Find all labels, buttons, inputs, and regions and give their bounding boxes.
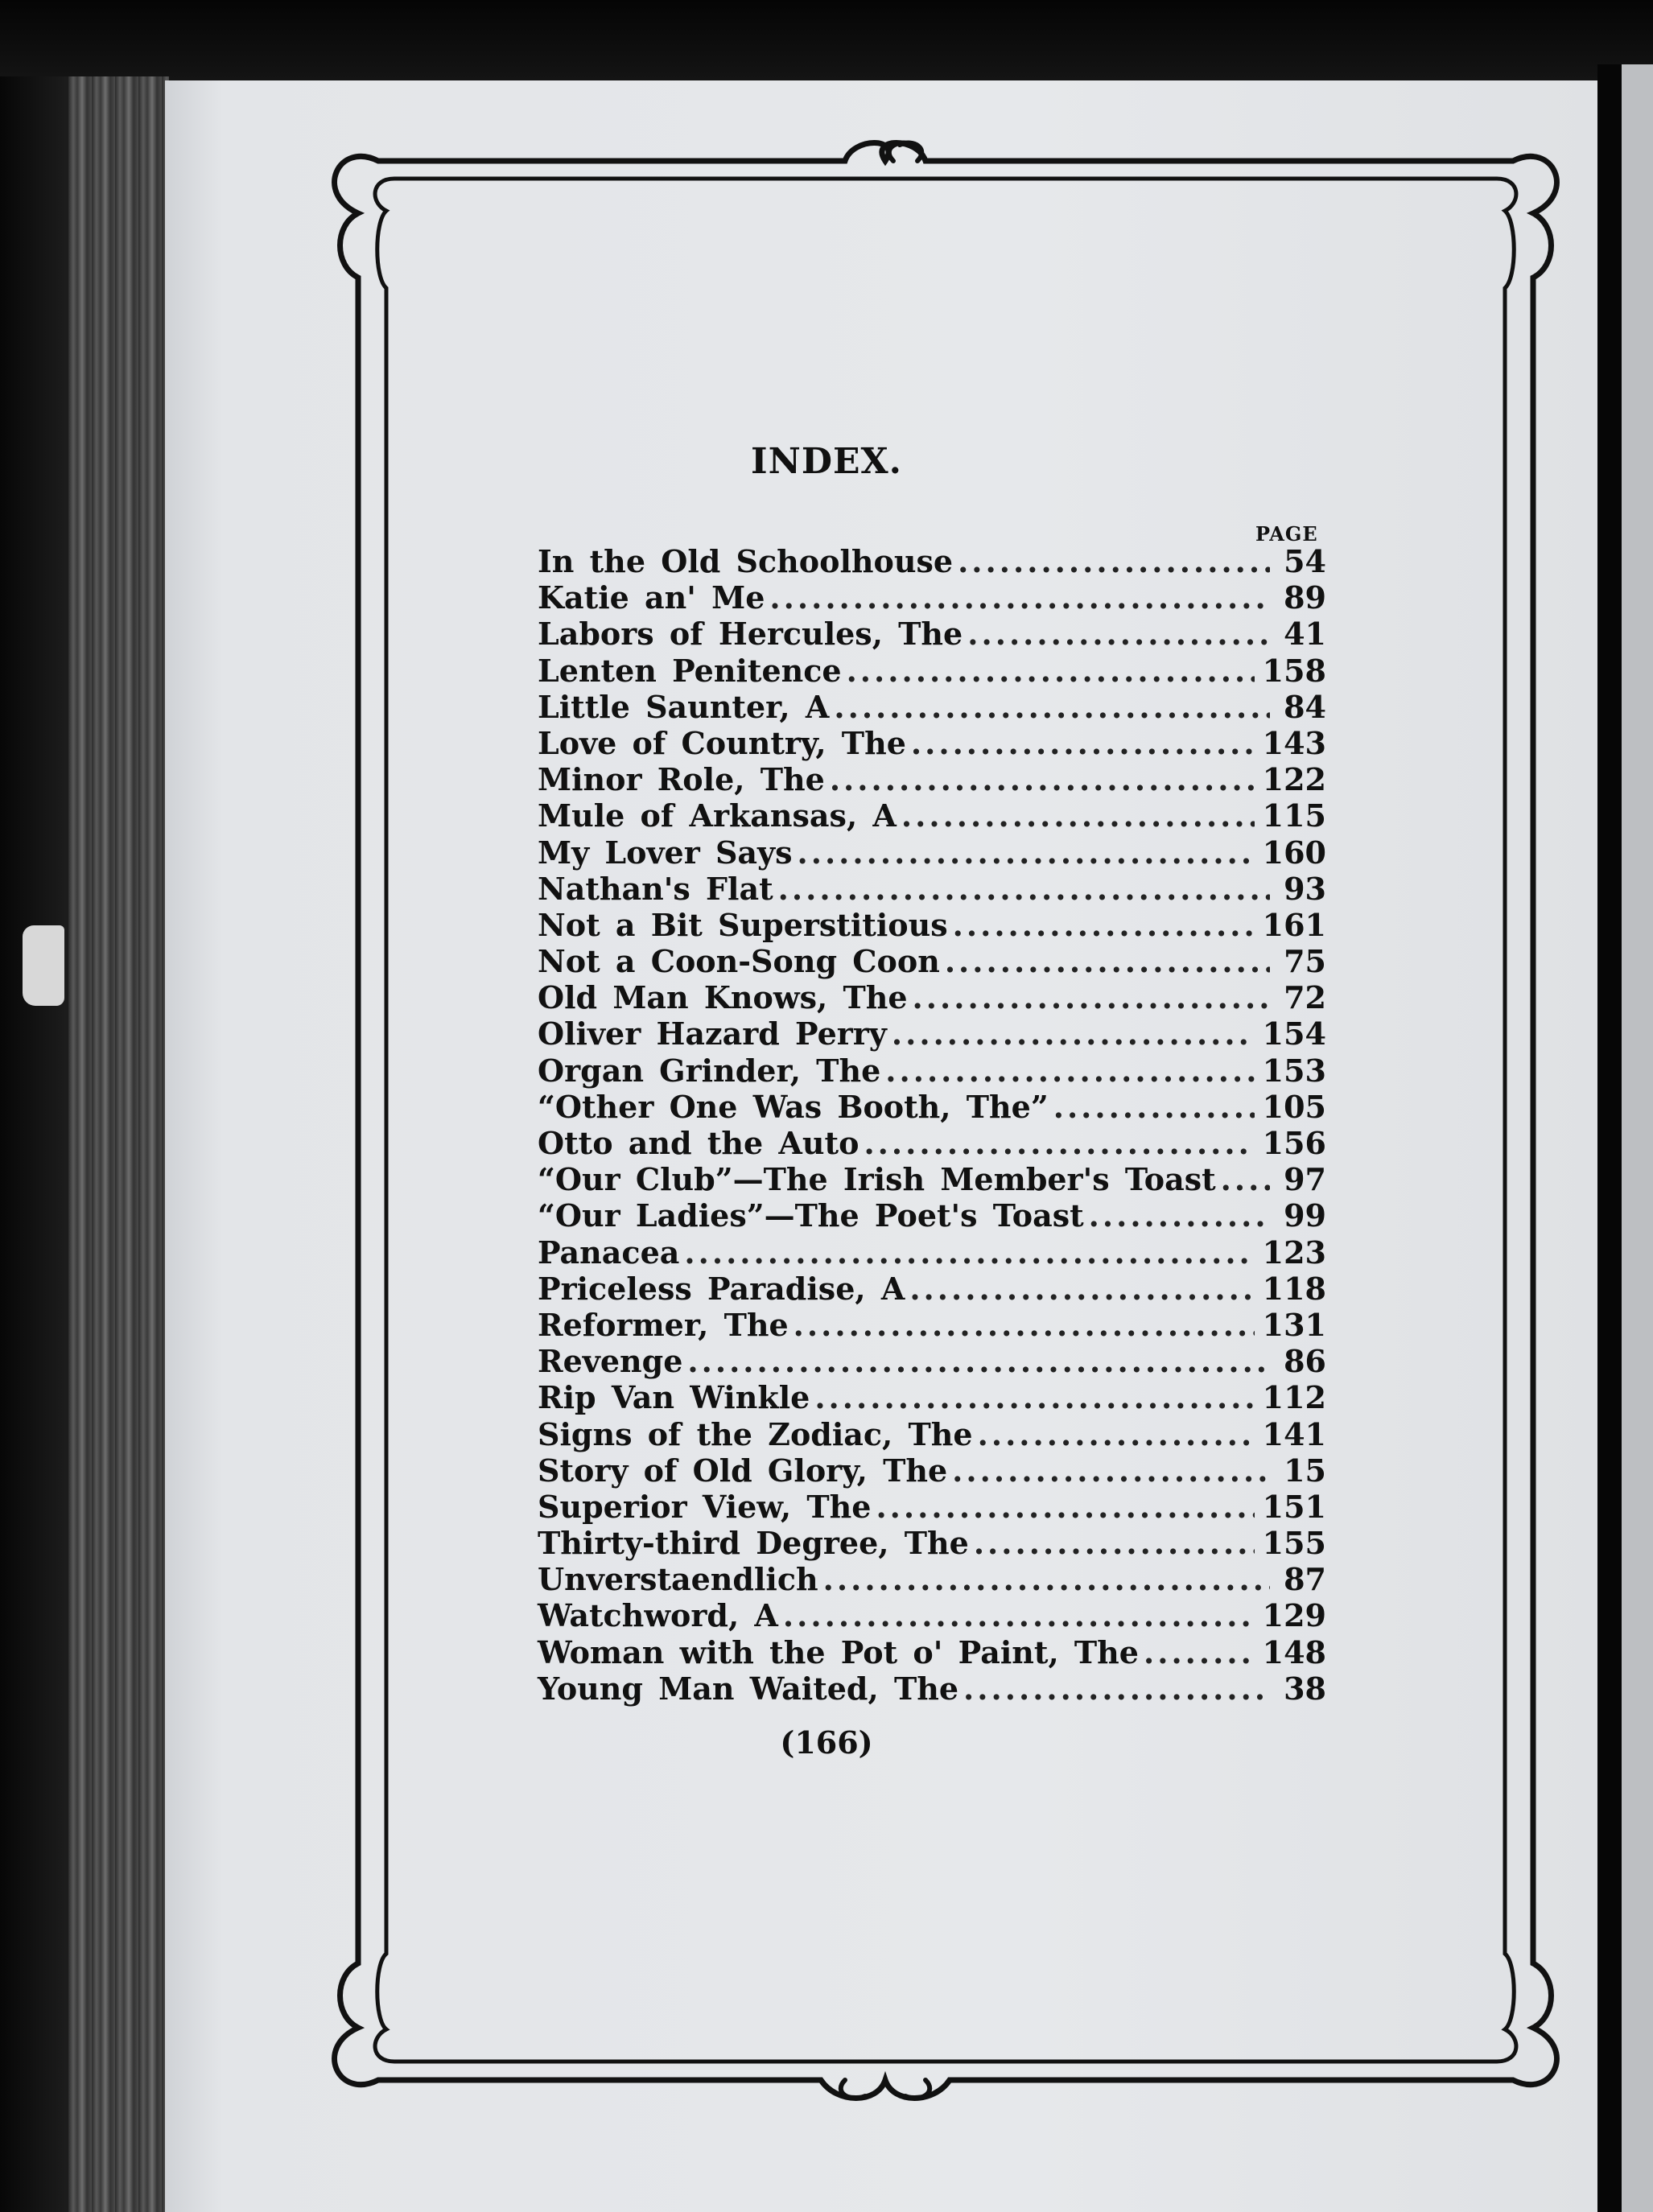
- entry-page-number: 155: [1262, 1525, 1326, 1562]
- entry-page-number: 156: [1262, 1125, 1326, 1161]
- index-heading: INDEX.: [751, 441, 902, 482]
- entry-title: Reformer, The: [538, 1306, 789, 1343]
- dot-leader: [978, 1416, 1255, 1452]
- entry-page-number: 54: [1284, 543, 1326, 579]
- index-entry: [538, 616, 1326, 652]
- entry-page-number: 87: [1284, 1561, 1326, 1598]
- index-entry: [538, 797, 1326, 834]
- entry-title: Labors of Hercules, The: [538, 616, 963, 653]
- index-entry: [538, 1234, 1326, 1271]
- entry-title: Katie an' Me: [538, 579, 765, 616]
- index-entry: [538, 653, 1326, 689]
- entry-title: “Our Ladies”—The Poet's Toast: [538, 1197, 1084, 1234]
- entry-page-number: 153: [1262, 1052, 1326, 1089]
- entry-title: Love of Country, The: [538, 724, 906, 761]
- entry-page-number: 115: [1262, 797, 1326, 834]
- entry-title: Panacea: [538, 1234, 680, 1271]
- dot-leader: [769, 579, 1270, 616]
- dot-leader: [958, 543, 1270, 579]
- dot-leader: [1053, 1089, 1255, 1125]
- entry-page-number: 122: [1262, 761, 1326, 798]
- entry-title: Organ Grinder, The: [538, 1052, 881, 1089]
- dot-leader: [778, 871, 1270, 907]
- dot-leader: [687, 1343, 1270, 1379]
- index-entry: [538, 1052, 1326, 1089]
- dot-leader: [974, 1525, 1255, 1561]
- entry-page-number: 154: [1262, 1015, 1326, 1052]
- index-entry: [538, 1161, 1326, 1197]
- entry-title: Mule of Arkansas, A: [538, 797, 897, 834]
- dot-leader: [847, 653, 1255, 689]
- index-entry: [538, 1525, 1326, 1561]
- entry-title: Old Man Knows, The: [538, 979, 908, 1016]
- entry-title: Little Saunter, A: [538, 688, 830, 725]
- entry-page-number: 118: [1262, 1270, 1326, 1307]
- entry-title: In the Old Schoolhouse: [538, 543, 954, 579]
- entry-page-number: 99: [1284, 1197, 1326, 1234]
- entry-page-number: 41: [1284, 616, 1326, 653]
- dot-leader: [967, 616, 1270, 652]
- entry-title: Priceless Paradise, A: [538, 1270, 905, 1307]
- dot-leader: [814, 1379, 1254, 1415]
- dot-leader: [913, 979, 1270, 1015]
- entry-page-number: 148: [1262, 1633, 1326, 1670]
- index-entry: [538, 1634, 1326, 1670]
- entry-page-number: 97: [1284, 1161, 1326, 1198]
- index-entry: [538, 1379, 1326, 1415]
- index-entry: [538, 1089, 1326, 1125]
- entry-title: Unverstaendlich: [538, 1561, 818, 1598]
- dot-leader: [797, 834, 1254, 871]
- entry-page-number: 89: [1284, 579, 1326, 616]
- dot-leader: [963, 1670, 1270, 1707]
- dot-leader: [783, 1597, 1255, 1633]
- entry-title: Superior View, The: [538, 1488, 872, 1525]
- index-entry: [538, 1271, 1326, 1307]
- dot-leader: [1221, 1161, 1270, 1197]
- index-entry: [538, 834, 1326, 871]
- entry-title: Not a Coon-Song Coon: [538, 943, 940, 980]
- entry-title: My Lover Says: [538, 834, 793, 871]
- entry-page-number: 160: [1262, 834, 1326, 871]
- entry-title: Lenten Penitence: [538, 652, 842, 689]
- index-entry: [538, 1416, 1326, 1452]
- entry-page-number: 161: [1262, 906, 1326, 943]
- entry-title: Not a Bit Superstitious: [538, 906, 948, 943]
- entry-page-number: 105: [1262, 1088, 1326, 1125]
- dot-leader: [945, 943, 1270, 979]
- entry-title: Oliver Hazard Perry: [538, 1015, 887, 1052]
- dot-leader: [834, 689, 1270, 725]
- index-entry: [538, 1125, 1326, 1161]
- dot-leader: [911, 725, 1255, 761]
- entry-title: Young Man Waited, The: [538, 1670, 959, 1707]
- dot-leader: [901, 797, 1255, 834]
- index-entry: [538, 1452, 1326, 1489]
- index-entry: [538, 761, 1326, 797]
- dot-leader: [1144, 1634, 1255, 1670]
- index-entry: [538, 1597, 1326, 1633]
- index-entry: [538, 579, 1326, 616]
- dot-leader: [684, 1234, 1254, 1271]
- dot-leader: [892, 1015, 1255, 1052]
- entry-page-number: 38: [1284, 1670, 1326, 1707]
- index-entry: [538, 1343, 1326, 1379]
- dot-leader: [794, 1307, 1255, 1343]
- entry-title: Nathan's Flat: [538, 870, 773, 907]
- index-entry: [538, 543, 1326, 579]
- entry-title: Watchword, A: [538, 1597, 778, 1634]
- entry-page-number: 15: [1284, 1452, 1326, 1489]
- index-entry: [538, 979, 1326, 1015]
- index-entry: [538, 689, 1326, 725]
- dot-leader: [952, 1452, 1270, 1489]
- index-entry: [538, 1015, 1326, 1052]
- entry-page-number: 84: [1284, 688, 1326, 725]
- page-column-header: PAGE: [1255, 522, 1318, 546]
- entry-page-number: 141: [1262, 1415, 1326, 1452]
- dot-leader: [830, 761, 1255, 797]
- dot-leader: [885, 1052, 1254, 1089]
- page-folio: (166): [780, 1724, 873, 1761]
- dot-leader: [823, 1561, 1270, 1597]
- index-entry: [538, 1307, 1326, 1343]
- entry-title: Revenge: [538, 1343, 683, 1380]
- dot-leader: [864, 1125, 1254, 1161]
- dot-leader: [1089, 1197, 1270, 1234]
- entry-page-number: 72: [1284, 979, 1326, 1016]
- index-entry: [538, 1561, 1326, 1597]
- entry-page-number: 129: [1262, 1597, 1326, 1634]
- entry-title: “Other One Was Booth, The”: [538, 1088, 1049, 1125]
- dot-leader: [953, 907, 1255, 943]
- index-entry: [538, 871, 1326, 907]
- entry-title: Otto and the Auto: [538, 1125, 859, 1161]
- entry-title: Story of Old Glory, The: [538, 1452, 948, 1489]
- index-entry: [538, 943, 1326, 979]
- dot-leader: [876, 1489, 1254, 1525]
- dot-leader: [909, 1271, 1254, 1307]
- index-entry-list: [538, 543, 1326, 1707]
- entry-page-number: 86: [1284, 1343, 1326, 1380]
- entry-title: Minor Role, The: [538, 761, 825, 798]
- entry-title: “Our Club”—The Irish Member's Toast: [538, 1161, 1216, 1198]
- entry-title: Signs of the Zodiac, The: [538, 1415, 973, 1452]
- entry-page-number: 123: [1262, 1234, 1326, 1271]
- index-entry: [538, 1670, 1326, 1707]
- entry-page-number: 112: [1262, 1379, 1326, 1416]
- entry-title: Woman with the Pot o' Paint, The: [538, 1633, 1139, 1670]
- index-entry: [538, 907, 1326, 943]
- entry-page-number: 158: [1262, 652, 1326, 689]
- entry-title: Thirty-third Degree, The: [538, 1525, 969, 1562]
- entry-page-number: 151: [1262, 1488, 1326, 1525]
- entry-page-number: 143: [1262, 724, 1326, 761]
- entry-page-number: 75: [1284, 943, 1326, 980]
- index-entry: [538, 1197, 1326, 1234]
- index-entry: [538, 725, 1326, 761]
- entry-page-number: 93: [1284, 870, 1326, 907]
- index-entry: [538, 1489, 1326, 1525]
- entry-title: Rip Van Winkle: [538, 1379, 810, 1416]
- entry-page-number: 131: [1262, 1306, 1326, 1343]
